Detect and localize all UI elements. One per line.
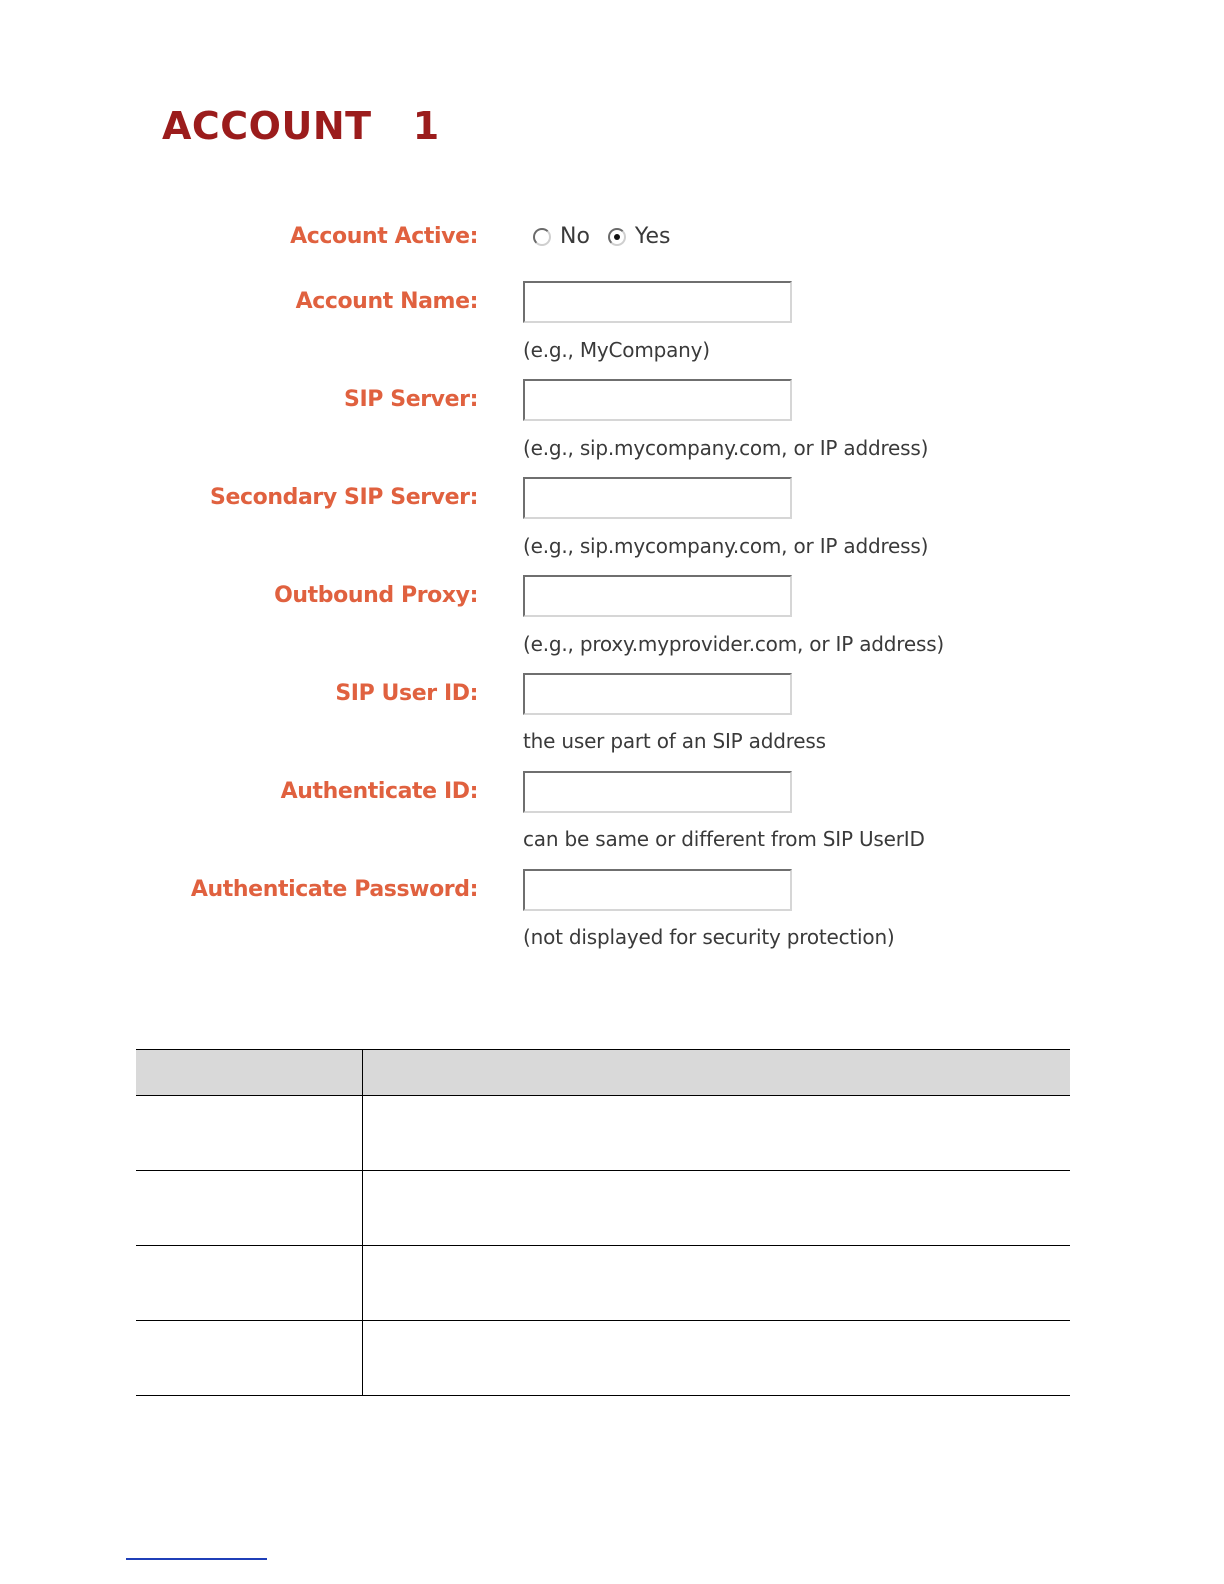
table-cell — [136, 1321, 363, 1396]
table-row — [136, 1096, 1070, 1171]
authenticate-password-label: Authenticate Password: — [190, 877, 478, 902]
account-active-yes-label: Yes — [634, 224, 671, 249]
secondary-sip-server-label: Secondary SIP Server: — [210, 485, 478, 510]
authenticate-password-input[interactable] — [523, 869, 792, 911]
account-active-label: Account Active: — [290, 224, 478, 249]
sip-server-input[interactable] — [523, 379, 792, 421]
account-active-no-option[interactable] — [533, 224, 590, 250]
outbound-proxy-input[interactable] — [523, 575, 792, 617]
sip-server-hint: (e.g., sip.mycompany.com, or IP address) — [523, 436, 929, 460]
table-cell — [136, 1096, 363, 1171]
authenticate-id-input[interactable] — [523, 771, 792, 813]
account-active-yes-option[interactable] — [608, 224, 671, 250]
outbound-proxy-hint: (e.g., proxy.myprovider.com, or IP address) — [523, 632, 945, 656]
authenticate-id-label: Authenticate ID: — [280, 779, 478, 804]
account-active-no-radio[interactable] — [533, 228, 551, 246]
sip-user-id-input[interactable] — [523, 673, 792, 715]
table-cell — [363, 1096, 1071, 1171]
table-cell — [136, 1246, 363, 1321]
secondary-sip-server-input[interactable] — [523, 477, 792, 519]
account-name-label: Account Name: — [295, 289, 478, 314]
table-cell — [363, 1246, 1071, 1321]
outbound-proxy-label: Outbound Proxy: — [274, 583, 478, 608]
authenticate-password-hint: (not displayed for security protection) — [523, 925, 895, 949]
description-table — [136, 1049, 1070, 1396]
table-row — [136, 1246, 1070, 1321]
table-header-cell-description — [363, 1050, 1071, 1096]
table-header-cell-field — [136, 1050, 363, 1096]
sip-user-id-label: SIP User ID: — [335, 681, 478, 706]
account-active-radio-group — [533, 222, 688, 252]
sip-user-id-hint: the user part of an SIP address — [523, 729, 826, 753]
table-header-row — [136, 1050, 1070, 1096]
secondary-sip-server-hint: (e.g., sip.mycompany.com, or IP address) — [523, 534, 929, 558]
account-active-yes-radio[interactable] — [608, 228, 626, 246]
sip-server-label: SIP Server: — [344, 387, 478, 412]
footnote-separator — [126, 1558, 267, 1560]
account-active-no-label: No — [560, 224, 590, 249]
table-cell — [136, 1171, 363, 1246]
table-row — [136, 1171, 1070, 1246]
page-title: ACCOUNT 1 — [162, 104, 440, 148]
table-cell — [363, 1171, 1071, 1246]
account-name-input[interactable] — [523, 281, 792, 323]
table-cell — [363, 1321, 1071, 1396]
authenticate-id-hint: can be same or different from SIP UserID — [523, 827, 925, 851]
account-name-hint: (e.g., MyCompany) — [523, 338, 710, 362]
table-row — [136, 1321, 1070, 1396]
